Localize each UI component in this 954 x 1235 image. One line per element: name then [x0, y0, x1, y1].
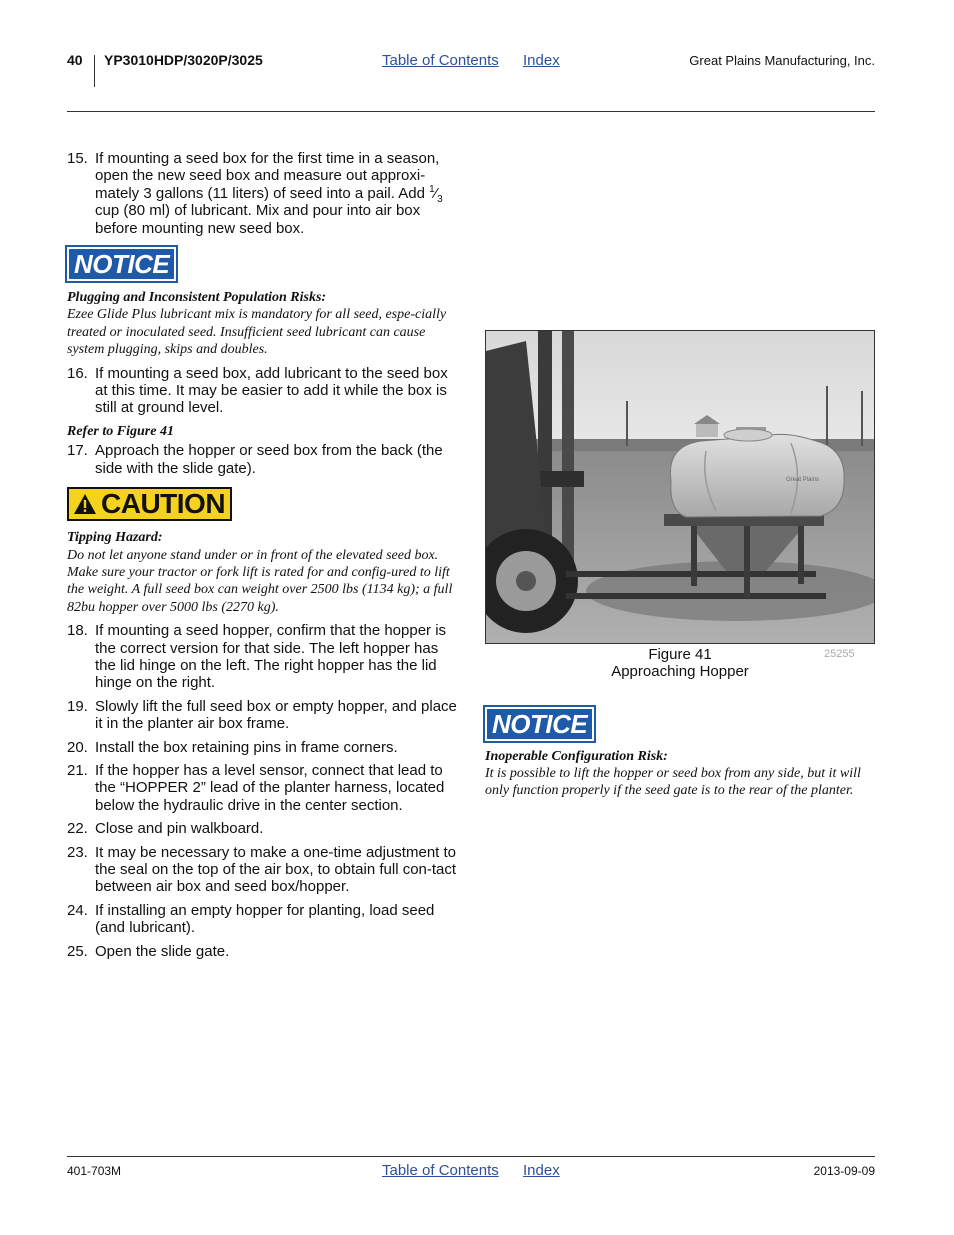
step-text: cup (80 ml) of lubricant. Mix and pour into air box before mounting new seed box.	[95, 202, 421, 237]
step-number: 25.	[67, 942, 88, 960]
hopper-logo: Great Plains	[786, 477, 820, 483]
figure-label: Figure 41	[648, 646, 712, 663]
step-16	[67, 365, 459, 417]
notice-title: Plugging and Inconsistent Population Risks:	[67, 290, 327, 306]
notice-badge: NOTICE	[485, 707, 594, 741]
notice-block-2	[485, 707, 877, 806]
step-text: If the hopper has a level sensor, connect that lead to the “HOPPER 2” lead of the planter harness, located below the hydraulic drive in the center section.	[95, 761, 445, 814]
step-number: 20.	[67, 738, 88, 756]
step-text: Open the slide gate.	[95, 942, 230, 960]
caution-badge	[67, 487, 232, 521]
notice-block-1	[67, 247, 459, 359]
figure-caption	[485, 646, 875, 680]
figure-reference: Refer to Figure 41	[67, 423, 174, 439]
step-number: 19.	[67, 697, 88, 715]
step-number: 15.	[67, 150, 88, 167]
step-number: 21.	[67, 761, 88, 779]
step-text: Close and pin walkboard.	[95, 820, 264, 838]
step-text: Approach the hopper or seed box from the back (the side with the slide gate).	[95, 442, 443, 477]
doc-date: 2013-09-09	[813, 1164, 875, 1178]
header-index-link[interactable]: Index	[523, 52, 560, 69]
header-toc-link[interactable]: Table of Contents	[382, 52, 499, 69]
company-name: Great Plains Manufacturing, Inc.	[689, 53, 875, 68]
notice-body: It is possible to lift the hopper or seed box from any side, but it will only function properly if the seed gate is to the rear of the planter.	[485, 766, 861, 799]
step-20	[67, 739, 459, 756]
step-number: 17.	[67, 442, 88, 460]
step-text: If mounting a seed hopper, confirm that the hopper is the correct version for that side. The left hopper has the lid hinge on the left. The right hopper has the lid hinge on the right.	[95, 622, 447, 692]
step-text: Install the box retaining pins in frame corners.	[95, 738, 398, 756]
step-text: If mounting a seed box, add lubricant to the seed box at this time. It may be easier to add it while the box is still at ground level.	[95, 364, 448, 417]
step-21	[67, 762, 459, 814]
footer-toc-link[interactable]: Table of Contents	[382, 1162, 499, 1179]
left-column	[67, 150, 459, 966]
caution-block	[67, 487, 459, 616]
step-17	[67, 442, 459, 477]
step-number: 22.	[67, 820, 88, 838]
step-text: Slowly lift the full seed box or empty hopper, and place it in the planter air box frame.	[95, 697, 457, 733]
step-15	[67, 150, 459, 237]
caution-title: Tipping Hazard:	[67, 530, 163, 546]
fraction: $^1⁄_3$	[429, 183, 443, 205]
step-22	[67, 820, 459, 837]
hopper-photo-illustration	[486, 331, 874, 643]
footer-index-link[interactable]: Index	[523, 1162, 560, 1179]
notice-badge: NOTICE	[67, 247, 176, 281]
figure-id: 25255	[824, 648, 855, 660]
notice-body: Ezee Glide Plus lubricant mix is mandatory for all seed, espe-cially treated or inoculated seed. Insufficient seed lubricant can cause system plugging, skips and doubles.	[67, 307, 447, 358]
page-number: 40	[67, 52, 83, 68]
header-rule	[67, 111, 875, 112]
step-number: 23.	[67, 843, 88, 861]
step-23	[67, 844, 459, 896]
step-number: 18.	[67, 622, 88, 640]
step-number: 24.	[67, 901, 88, 919]
step-text: If installing an empty hopper for planting, load seed (and lubricant).	[95, 901, 435, 937]
caution-body: Do not let anyone stand under or in front of the elevated seed box. Make sure your tractor or fork lift is rated for and config-ured to lift the weight. A full seed box can weight over 2500 lbs (1134 kg); a full 82bu hopper over 5000 lbs (2270 kg).	[67, 547, 453, 615]
warning-triangle-icon	[73, 493, 97, 515]
step-24	[67, 902, 459, 937]
model-title: YP3010HDP/3020P/3025	[104, 52, 263, 68]
doc-number: 401-703M	[67, 1164, 122, 1178]
step-25	[67, 943, 459, 960]
caution-label: CAUTION	[101, 488, 226, 520]
step-19	[67, 698, 459, 733]
header-divider	[94, 55, 95, 87]
step-text: It may be necessary to make a one-time adjustment to the seal on the top of the air box, to obtain full con-tact between air box and seed box/hopper.	[95, 843, 457, 896]
step-number: 16.	[67, 364, 88, 382]
figure-title: Approaching Hopper	[611, 663, 749, 680]
step-18	[67, 622, 459, 692]
figure-41-photo	[485, 330, 875, 644]
step-text: If mounting a seed box for the first time in a season, open the new seed box and measure out approxi-mately 3 gallons (11 liters) of seed into a pail. Add	[95, 150, 440, 202]
footer-rule	[67, 1156, 875, 1157]
notice-title: Inoperable Configuration Risk:	[485, 749, 668, 764]
